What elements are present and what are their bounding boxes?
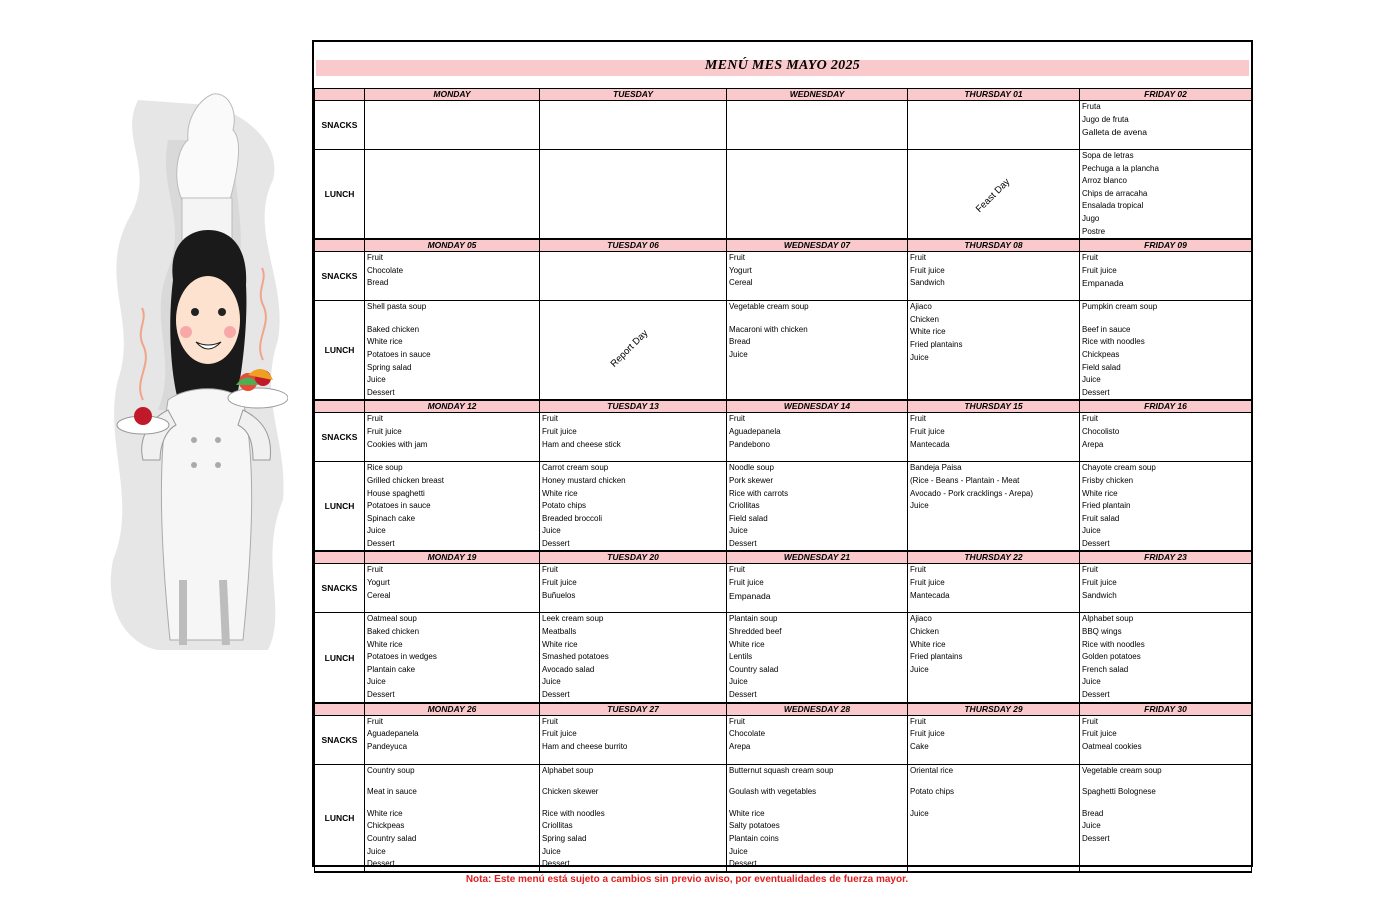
snacks-row	[315, 252, 1252, 301]
menu-item: Cereal	[367, 590, 391, 600]
menu-item: Juice	[367, 375, 386, 385]
menu-item: Field salad	[1082, 362, 1121, 372]
menu-item: Beef in sauce	[1082, 324, 1131, 334]
menu-item: Arepa	[1082, 439, 1104, 449]
snacks-cell	[1080, 252, 1252, 301]
snacks-cell	[1080, 101, 1252, 150]
menu-item: Criollitas	[729, 501, 760, 511]
menu-item: Plantain coins	[729, 834, 779, 843]
menu-item: Juice	[729, 526, 748, 536]
menu-item: (Rice - Beans - Plantain - Meat	[910, 475, 1020, 485]
day-header: THURSDAY 22	[908, 551, 1080, 564]
menu-item: Rice with noodles	[542, 808, 605, 818]
day-header: FRIDAY 30	[1080, 703, 1252, 716]
lunch-label: LUNCH	[315, 301, 365, 401]
menu-item: White rice	[910, 639, 946, 649]
menu-item: Fruit	[729, 565, 745, 575]
menu-item: Spring salad	[542, 834, 587, 843]
menu-item: Fried plantains	[910, 652, 963, 662]
menu-item: Juice	[910, 501, 929, 511]
snacks-cell	[1080, 564, 1252, 613]
menu-item: Dessert	[367, 690, 395, 700]
menu-item: Plantain cake	[367, 664, 416, 674]
snacks-cell	[365, 252, 540, 301]
menu-item: Pechuga a la plancha	[1082, 163, 1159, 173]
menu-title: MENÚ MES MAYO 2025	[704, 58, 861, 73]
menu-item: Country salad	[367, 834, 417, 843]
menu-item: Pandebono	[729, 439, 770, 449]
menu-item: Cake	[910, 741, 929, 751]
menu-item: Fruit	[1082, 253, 1098, 263]
day-header: WEDNESDAY	[727, 89, 908, 101]
menu-item: Avocado - Pork cracklings - Arepa)	[910, 488, 1034, 498]
menu-item: Ensalada tropical	[1082, 201, 1144, 211]
menu-item: Spring salad	[367, 362, 412, 372]
menu-item: Fruit salad	[1082, 513, 1120, 523]
menu-item: Postre	[1082, 226, 1106, 236]
menu-item: Fruit juice	[1082, 729, 1117, 739]
lunch-row	[315, 764, 1252, 872]
menu-item: Potatoes in wedges	[367, 652, 437, 662]
menu-item: Yogurt	[367, 578, 390, 588]
lunch-cell	[1080, 764, 1252, 872]
menu-item: Chocolisto	[1082, 426, 1120, 436]
menu-item: Juice	[729, 846, 748, 856]
lunch-cell	[908, 462, 1080, 552]
snacks-cell	[727, 564, 908, 613]
menu-item: Pumpkin cream soup	[1082, 302, 1158, 312]
snacks-cell	[908, 564, 1080, 613]
week-header-row	[315, 551, 1252, 564]
lunch-label: LUNCH	[315, 150, 365, 240]
day-header: THURSDAY 01	[908, 89, 1080, 101]
week-header-row	[315, 239, 1252, 252]
menu-item: Sopa de letras	[1082, 151, 1134, 160]
menu-item: Potatoes in sauce	[367, 349, 431, 359]
menu-item: Juice	[910, 664, 929, 674]
menu-item: Juice	[1082, 526, 1101, 536]
menu-item: Fruit	[729, 253, 745, 263]
snacks-label: SNACKS	[315, 564, 365, 613]
menu-item: Dessert	[729, 859, 757, 869]
lunch-label: LUNCH	[315, 462, 365, 552]
header-corner	[315, 89, 365, 101]
lunch-cell	[908, 764, 1080, 872]
menu-item: Fruit	[1082, 565, 1098, 575]
menu-item: Fruit	[1082, 414, 1098, 424]
menu-item: Ham and cheese stick	[542, 439, 621, 449]
menu-item: Fried plantains	[910, 339, 963, 349]
snacks-cell	[727, 101, 908, 150]
menu-item: White rice	[542, 488, 578, 498]
menu-item: Jugo de fruta	[1082, 114, 1129, 124]
lunch-cell	[908, 613, 1080, 703]
lunch-cell	[365, 613, 540, 703]
menu-item: Cereal	[729, 278, 753, 288]
menu-item: Chicken skewer	[542, 787, 599, 797]
menu-item: Juice	[367, 677, 386, 687]
menu-item: Chocolate	[729, 729, 766, 739]
menu-item: Lentils	[729, 652, 753, 662]
snacks-label: SNACKS	[315, 413, 365, 462]
menu-item: Fruit	[910, 716, 926, 726]
day-header: THURSDAY 08	[908, 239, 1080, 252]
lunch-cell	[540, 462, 727, 552]
menu-item: Pork skewer	[729, 475, 774, 485]
disclaimer-note: Nota: Este menú está sujeto a cambios sin previo aviso, por eventualidades de fuerza mayor.	[465, 874, 909, 885]
menu-item: Cookies with jam	[367, 439, 428, 449]
snacks-cell	[540, 101, 727, 150]
menu-item: Fruta	[1082, 102, 1101, 111]
week-header-row	[315, 89, 1252, 101]
menu-item: House spaghetti	[367, 488, 425, 498]
lunch-cell	[727, 462, 908, 552]
menu-item: Plantain soup	[729, 614, 778, 624]
menu-item: Baked chicken	[367, 627, 420, 637]
snacks-row	[315, 413, 1252, 462]
menu-item: Bread	[367, 278, 389, 288]
day-header: TUESDAY 20	[540, 551, 727, 564]
menu-item: Fruit juice	[910, 265, 945, 275]
snacks-cell	[908, 715, 1080, 764]
lunch-cell	[1080, 150, 1252, 240]
menu-item: Juice	[542, 677, 561, 687]
menu-item: Fruit	[910, 565, 926, 575]
menu-item: Chickpeas	[1082, 349, 1120, 359]
lunch-cell	[1080, 301, 1252, 401]
header-corner	[315, 551, 365, 564]
day-header: MONDAY 12	[365, 400, 540, 413]
menu-item: Mantecada	[910, 590, 950, 600]
menu-item: Fruit juice	[1082, 578, 1117, 588]
menu-item: Smashed potatoes	[542, 652, 609, 662]
special-day-stamp: Feast Day	[973, 176, 1013, 215]
menu-item: Chickpeas	[367, 821, 405, 831]
snacks-cell	[540, 564, 727, 613]
menu-item: Salty potatoes	[729, 821, 780, 831]
menu-item: Dessert	[367, 859, 395, 869]
menu-item: Fruit	[542, 716, 558, 726]
snacks-label: SNACKS	[315, 252, 365, 301]
snacks-row	[315, 715, 1252, 764]
menu-item: Sandwich	[910, 278, 945, 288]
lunch-cell	[727, 150, 908, 240]
lunch-row	[315, 462, 1252, 552]
menu-item: White rice	[367, 639, 403, 649]
menu-item: Potato chips	[910, 787, 955, 797]
snacks-cell	[1080, 413, 1252, 462]
menu-item: Dessert	[729, 690, 757, 700]
lunch-label: LUNCH	[315, 764, 365, 872]
snacks-cell	[365, 101, 540, 150]
menu-document	[312, 40, 1253, 867]
lunch-cell	[727, 301, 908, 401]
menu-item: Juice	[1082, 821, 1101, 831]
menu-item: Potato chips	[542, 501, 587, 511]
menu-item: Ajiaco	[910, 614, 932, 624]
menu-item: Oriental rice	[910, 765, 954, 775]
menu-item: Arepa	[729, 741, 751, 751]
lunch-row	[315, 150, 1252, 240]
menu-item: Dessert	[1082, 387, 1110, 397]
menu-item: Fried plantain	[1082, 501, 1131, 511]
menu-item: Dessert	[367, 538, 395, 548]
menu-item: Noodle soup	[729, 463, 774, 473]
header-corner	[315, 400, 365, 413]
menu-item: Buñuelos	[542, 590, 576, 600]
menu-item: Grilled chicken breast	[367, 475, 444, 485]
menu-item: Macaroni with chicken	[729, 324, 808, 334]
day-header: WEDNESDAY 14	[727, 400, 908, 413]
snacks-cell	[908, 413, 1080, 462]
menu-item: Criollitas	[542, 821, 573, 831]
day-header: FRIDAY 23	[1080, 551, 1252, 564]
menu-item: Fruit	[910, 253, 926, 263]
menu-item: Fruit juice	[542, 729, 577, 739]
day-header: FRIDAY 02	[1080, 89, 1252, 101]
lunch-cell	[1080, 462, 1252, 552]
lunch-cell	[540, 764, 727, 872]
lunch-cell	[365, 462, 540, 552]
day-header: TUESDAY	[540, 89, 727, 101]
menu-item: Ajiaco	[910, 302, 932, 312]
snacks-cell	[908, 252, 1080, 301]
lunch-cell	[365, 150, 540, 240]
menu-item: Oatmeal cookies	[1082, 741, 1142, 751]
menu-item: Fruit juice	[729, 578, 764, 588]
menu-item: Dessert	[729, 538, 757, 548]
snacks-cell	[727, 715, 908, 764]
menu-item: Chips de arracaha	[1082, 188, 1148, 198]
menu-item: Leek cream soup	[542, 614, 604, 624]
day-header: WEDNESDAY 07	[727, 239, 908, 252]
menu-item: French salad	[1082, 664, 1129, 674]
menu-item: Rice with noodles	[1082, 639, 1145, 649]
menu-item: Fruit	[729, 414, 745, 424]
day-header: TUESDAY 13	[540, 400, 727, 413]
lunch-cell	[365, 764, 540, 872]
menu-item: Fruit	[542, 414, 558, 424]
snacks-cell	[727, 413, 908, 462]
day-header: FRIDAY 16	[1080, 400, 1252, 413]
menu-item: Aguadepanela	[367, 729, 419, 739]
menu-item: Dessert	[1082, 690, 1110, 700]
menu-item: Breaded broccoli	[542, 513, 603, 523]
menu-item: Chayote cream soup	[1082, 463, 1156, 473]
menu-item: Frisby chicken	[1082, 475, 1134, 485]
day-header: THURSDAY 29	[908, 703, 1080, 716]
menu-item: Fruit juice	[910, 578, 945, 588]
menu-item: Juice	[542, 526, 561, 536]
menu-item: White rice	[729, 808, 765, 818]
day-header: MONDAY	[365, 89, 540, 101]
menu-item: Galleta de avena	[1082, 127, 1147, 138]
menu-item: Potatoes in sauce	[367, 501, 431, 511]
menu-item: Fruit	[367, 253, 383, 263]
menu-item: Dessert	[1082, 834, 1110, 843]
menu-item: Spaghetti Bolognese	[1082, 787, 1156, 797]
menu-item: Juice	[542, 846, 561, 856]
menu-item: Pandeyuca	[367, 741, 408, 751]
menu-item: Sandwich	[1082, 590, 1117, 600]
menu-item: Dessert	[367, 387, 395, 397]
menu-item: Fruit	[1082, 716, 1098, 726]
lunch-cell	[908, 150, 1080, 240]
menu-item: Rice with carrots	[729, 488, 789, 498]
menu-item: Fruit juice	[910, 729, 945, 739]
day-header: WEDNESDAY 21	[727, 551, 908, 564]
week-header-row	[315, 703, 1252, 716]
menu-item: Fruit	[367, 414, 383, 424]
menu-item: Juice	[910, 352, 929, 362]
menu-item: Spinach cake	[367, 513, 416, 523]
menu-item: Juice	[910, 808, 929, 818]
menu-item: Dessert	[542, 690, 570, 700]
lunch-cell	[540, 150, 727, 240]
week-header-row	[315, 400, 1252, 413]
day-header: MONDAY 19	[365, 551, 540, 564]
menu-item: Bread	[729, 337, 751, 347]
menu-item: Chocolate	[367, 265, 404, 275]
day-header: FRIDAY 09	[1080, 239, 1252, 252]
menu-item: Juice	[1082, 375, 1101, 385]
snacks-cell	[540, 252, 727, 301]
lunch-row	[315, 613, 1252, 703]
menu-item: White rice	[367, 808, 403, 818]
chef-illustration	[98, 80, 288, 655]
snacks-label: SNACKS	[315, 715, 365, 764]
menu-item: Butternut squash cream soup	[729, 765, 834, 775]
menu-item: Meatballs	[542, 627, 577, 637]
menu-item: Vegetable cream soup	[1082, 765, 1162, 775]
lunch-row	[315, 301, 1252, 401]
menu-item: Fruit juice	[367, 426, 402, 436]
menu-item: Meat in sauce	[367, 787, 417, 797]
day-header: TUESDAY 06	[540, 239, 727, 252]
menu-item: Fruit juice	[1082, 265, 1117, 275]
menu-item: Fruit juice	[910, 426, 945, 436]
day-header: WEDNESDAY 28	[727, 703, 908, 716]
menu-grid	[314, 88, 1252, 873]
header-corner	[315, 703, 365, 716]
menu-item: Fruit	[542, 565, 558, 575]
menu-item: Shredded beef	[729, 627, 782, 637]
menu-item: Alphabet soup	[542, 765, 594, 775]
menu-item: White rice	[729, 639, 765, 649]
menu-item: Goulash with vegetables	[729, 787, 817, 797]
menu-item: Chicken	[910, 314, 939, 324]
snacks-cell	[540, 715, 727, 764]
menu-item: Yogurt	[729, 265, 752, 275]
snacks-cell	[365, 413, 540, 462]
menu-item: Baked chicken	[367, 324, 420, 334]
menu-item: BBQ wings	[1082, 627, 1122, 637]
snacks-cell	[727, 252, 908, 301]
lunch-cell	[540, 301, 727, 401]
menu-item: Rice with noodles	[1082, 337, 1145, 347]
menu-item: Fruit	[367, 565, 383, 575]
menu-item: Bread	[1082, 808, 1104, 818]
lunch-cell	[540, 613, 727, 703]
menu-item: Chicken	[910, 627, 939, 637]
menu-item: Fruit	[910, 414, 926, 424]
menu-item: Arroz blanco	[1082, 176, 1127, 186]
menu-item: Fruit juice	[542, 578, 577, 588]
menu-item: Ham and cheese burrito	[542, 741, 628, 751]
lunch-label: LUNCH	[315, 613, 365, 703]
menu-item: Aguadepanela	[729, 426, 781, 436]
snacks-row	[315, 564, 1252, 613]
menu-item: Country soup	[367, 765, 415, 775]
menu-item: Empanada	[1082, 278, 1124, 289]
menu-item: Shell pasta soup	[367, 302, 427, 312]
menu-item: White rice	[910, 327, 946, 337]
menu-item: Rice soup	[367, 463, 403, 473]
header-corner	[315, 239, 365, 252]
menu-item: Carrot cream soup	[542, 463, 609, 473]
menu-item: Country salad	[729, 664, 779, 674]
snacks-label: SNACKS	[315, 101, 365, 150]
menu-item: Fruit juice	[542, 426, 577, 436]
day-header: MONDAY 05	[365, 239, 540, 252]
menu-item: Avocado salad	[542, 664, 595, 674]
snacks-cell	[365, 564, 540, 613]
menu-item: Juice	[367, 846, 386, 856]
snacks-cell	[908, 101, 1080, 150]
menu-item: Bandeja Paisa	[910, 463, 962, 473]
menu-item: Field salad	[729, 513, 768, 523]
menu-item: White rice	[1082, 488, 1118, 498]
lunch-cell	[1080, 613, 1252, 703]
lunch-cell	[727, 613, 908, 703]
snacks-cell	[540, 413, 727, 462]
menu-item: Fruit	[729, 716, 745, 726]
menu-item: Honey mustard chicken	[542, 475, 626, 485]
menu-item: Fruit	[367, 716, 383, 726]
menu-item: Empanada	[729, 590, 771, 601]
menu-item: Jugo	[1082, 213, 1100, 223]
menu-item: Vegetable cream soup	[729, 302, 809, 312]
lunch-cell	[365, 301, 540, 401]
menu-item: Alphabet soup	[1082, 614, 1134, 624]
lunch-cell	[908, 301, 1080, 401]
menu-item: Juice	[729, 677, 748, 687]
menu-item: Dessert	[1082, 538, 1110, 548]
snacks-cell	[365, 715, 540, 764]
special-day-stamp: Report Day	[608, 328, 651, 370]
menu-item: Golden potatoes	[1082, 652, 1141, 662]
menu-item: Dessert	[542, 538, 570, 548]
menu-item: Oatmeal soup	[367, 614, 417, 624]
snacks-cell	[1080, 715, 1252, 764]
lunch-cell	[727, 764, 908, 872]
menu-item: White rice	[542, 639, 578, 649]
menu-item: Juice	[367, 526, 386, 536]
menu-item: Dessert	[542, 859, 570, 869]
menu-item: Juice	[1082, 677, 1101, 687]
menu-item: Juice	[729, 349, 748, 359]
day-header: THURSDAY 15	[908, 400, 1080, 413]
day-header: TUESDAY 27	[540, 703, 727, 716]
day-header: MONDAY 26	[365, 703, 540, 716]
snacks-row	[315, 101, 1252, 150]
menu-item: White rice	[367, 337, 403, 347]
menu-item: Mantecada	[910, 439, 950, 449]
